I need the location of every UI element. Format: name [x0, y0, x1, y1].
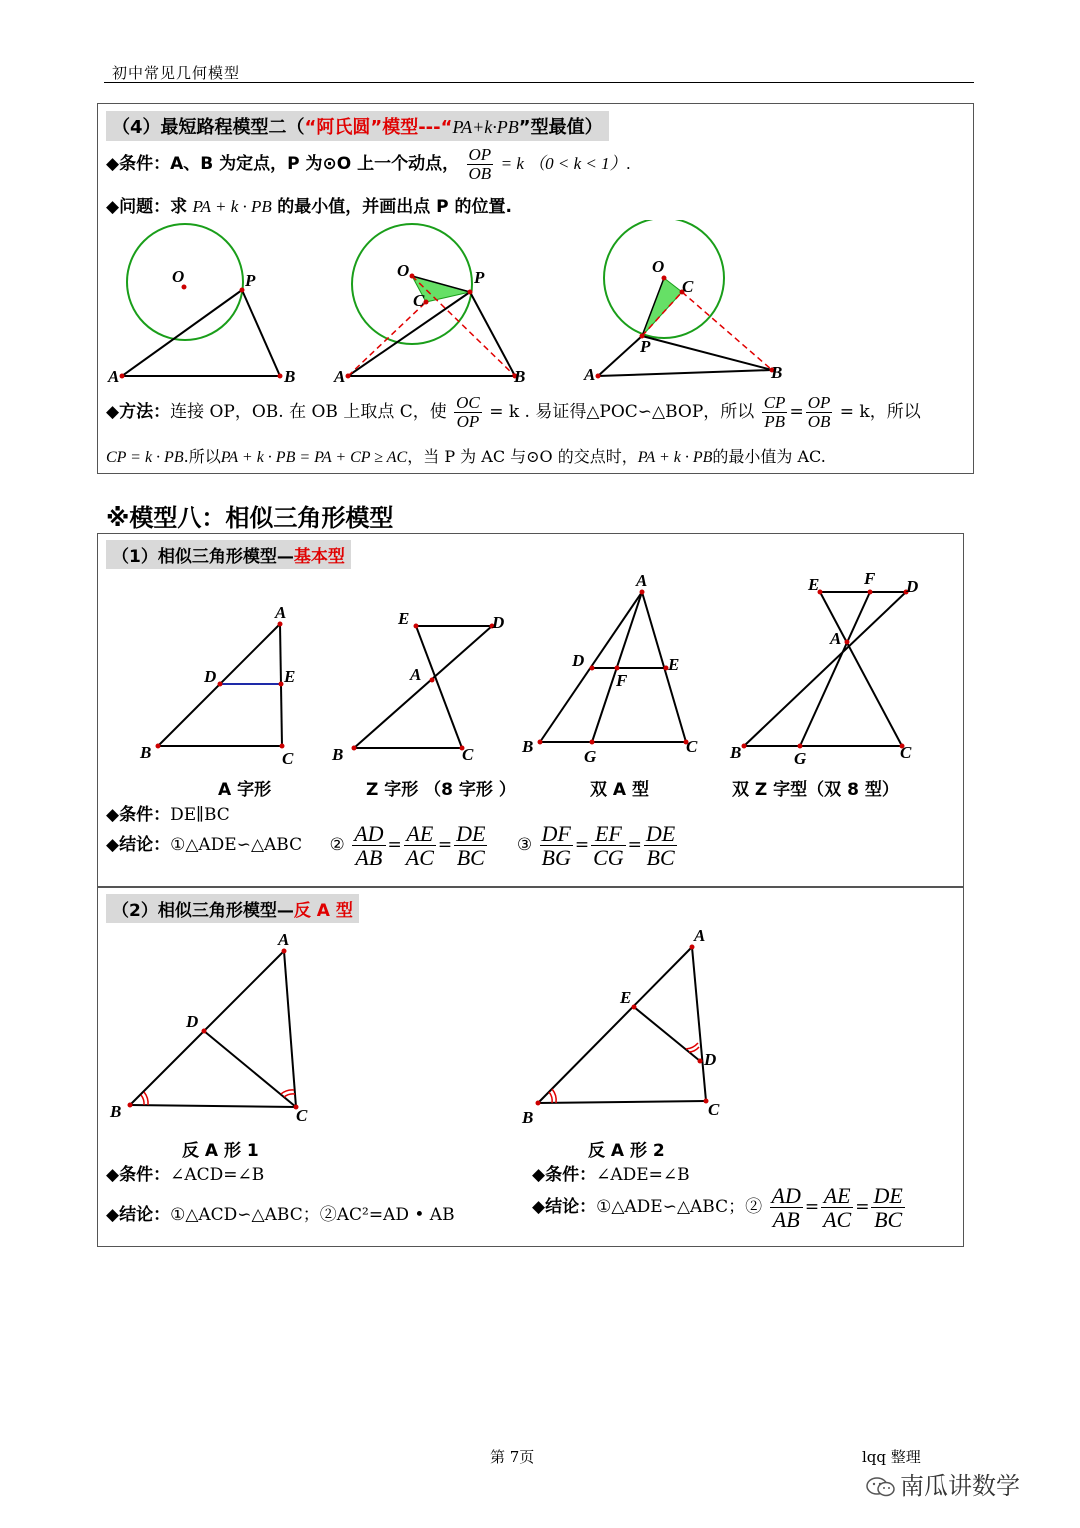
- circle-o-2: [352, 224, 472, 344]
- svg-text:G: G: [794, 749, 807, 768]
- label-b: B: [514, 367, 526, 386]
- caption-double-z: 双 Z 字型（双 8 型）: [732, 780, 899, 800]
- svg-text:E: E: [398, 609, 410, 628]
- reverse-conclusion-1: ◆结论：①△ACD∽△ABC；②AC²=AD • AB: [106, 1205, 455, 1225]
- svg-text:D: D: [204, 667, 217, 686]
- svg-text:D: D: [704, 1050, 717, 1069]
- svg-text:C: C: [900, 743, 912, 762]
- reverse-condition-2: ◆条件：∠ADE=∠B: [532, 1165, 690, 1185]
- svg-text:E: E: [808, 575, 820, 594]
- label-c: C: [682, 277, 694, 296]
- wechat-icon: [866, 1476, 896, 1498]
- svg-text:C: C: [686, 737, 698, 756]
- figure-1-basic: [107, 224, 295, 386]
- figure-reverse-a-1: [109, 930, 308, 1125]
- reverse-condition-1: ◆条件：∠ACD=∠B: [106, 1165, 265, 1185]
- svg-text:D: D: [492, 613, 505, 632]
- page-number: 第 7页: [490, 1448, 535, 1466]
- svg-text:B: B: [522, 1108, 534, 1127]
- svg-text:D: D: [906, 577, 919, 596]
- svg-text:E: E: [668, 655, 680, 674]
- figure-double-z: [729, 570, 918, 768]
- label-p: P: [245, 271, 256, 290]
- svg-text:A: A: [410, 665, 422, 684]
- reverse-conclusion-2: ◆结论：①△ADE∽△ABC；② $\frac{AD}{AB}$ = $\frac{AE}{AC}$ = $\frac{DE}{BC}$: [532, 1183, 903, 1233]
- label-o: O: [172, 267, 185, 286]
- svg-text:C: C: [296, 1106, 308, 1125]
- fraction-cp-pb: $\frac{CP}{PB}$: [763, 393, 786, 431]
- svg-text:B: B: [332, 745, 344, 764]
- label-b: B: [284, 367, 296, 386]
- label-p: P: [640, 337, 651, 356]
- svg-text:A: A: [275, 603, 287, 622]
- label-a: A: [584, 365, 596, 384]
- caption-z-shape: Z 字形 （8 字形 ）: [366, 780, 516, 800]
- fraction-op-ob-2: $\frac{OP}{OB}$: [807, 393, 831, 431]
- figure-a-shape: [139, 603, 295, 768]
- reverse-a-figures: [100, 925, 750, 1135]
- document-header-title: 初中常见几何模型: [112, 64, 241, 82]
- circle-o-1: [127, 224, 243, 340]
- author-note: lqq 整理: [862, 1448, 921, 1466]
- condition-line: ◆条件：A、B 为定点，P 为⊙O 上一个动点， $\frac{OP}{OB}$ = k （0 < k < 1）.: [106, 145, 631, 183]
- svg-text:B: B: [140, 743, 152, 762]
- header-rule: [104, 82, 974, 83]
- svg-text:C: C: [462, 745, 474, 764]
- figure-z-shape: [331, 609, 504, 764]
- svg-text:B: B: [730, 743, 742, 762]
- caption-reverse-a-2: 反 A 形 2: [588, 1141, 665, 1161]
- shortest-path-heading: （4）最短路程模型二（“阿氏圆”模型---“PA+k·PB”型最值）: [106, 111, 609, 141]
- svg-text:C: C: [282, 749, 294, 768]
- caption-reverse-a-1: 反 A 形 1: [182, 1141, 259, 1161]
- svg-text:B: B: [522, 737, 534, 756]
- figure-3-solution: [583, 220, 782, 384]
- fraction-op-ob: $\frac{OP}{OB}$: [468, 145, 492, 183]
- basic-condition: ◆条件：DE∥BC: [106, 805, 230, 825]
- question-line: ◆问题：求 PA + k · PB 的最小值，并画出点 P 的位置.: [106, 197, 512, 217]
- caption-a-shape: A 字形: [218, 780, 272, 800]
- svg-text:D: D: [572, 651, 585, 670]
- method-line-2: CP = k · PB.所以PA + k · PB = PA + CP ≥ AC，当 P 为 AC 与⊙O 的交点时，PA + k · PB的最小值为 AC.: [106, 447, 826, 466]
- svg-text:A: A: [694, 926, 706, 945]
- basic-similar-figures: [130, 570, 930, 770]
- svg-text:G: G: [584, 747, 597, 766]
- apollonius-figures: [100, 220, 800, 390]
- watermark: 南瓜讲数学: [866, 1466, 1020, 1501]
- svg-text:A: A: [278, 930, 290, 949]
- svg-text:E: E: [620, 988, 632, 1007]
- svg-text:F: F: [616, 671, 628, 690]
- svg-text:F: F: [864, 570, 876, 588]
- basic-conclusion: ◆结论：①△ADE∽△ABC ② $\frac{AD}{AB}$ = $\frac{AE}{AC}$ = $\frac{DE}{BC}$ ③ $\frac{DF}{BG}$ = $\frac{EF}{CG}$ = $\frac{DE}{BC}$: [106, 821, 676, 871]
- model8-title: ※模型八：相似三角形模型: [106, 504, 394, 532]
- caption-double-a: 双 A 型: [590, 780, 649, 800]
- svg-text:E: E: [284, 667, 296, 686]
- svg-text:A: A: [636, 571, 648, 590]
- svg-text:D: D: [186, 1012, 199, 1031]
- label-a: A: [108, 367, 120, 386]
- label-o: O: [652, 257, 665, 276]
- svg-text:B: B: [110, 1102, 122, 1121]
- label-a: A: [334, 367, 346, 386]
- fraction-oc-op: $\frac{OC}{OP}$: [456, 393, 480, 431]
- svg-text:C: C: [708, 1100, 720, 1119]
- label-c: C: [413, 291, 425, 310]
- svg-text:A: A: [830, 629, 842, 648]
- figure-reverse-a-2: [521, 926, 720, 1127]
- similar-reverse-heading: （2）相似三角形模型—反 A 型: [106, 894, 359, 923]
- label-b: B: [771, 363, 783, 382]
- method-line-1: ◆方法：连接 OP，OB. 在 OB 上取点 C，使 $\frac{OC}{OP}$ = k . 易证得△POC∽△BOP，所以 $\frac{CP}{PB}$ = $\frac{OP}{OB}$ = k，所以: [106, 393, 921, 431]
- similar-basic-heading: （1）相似三角形模型—基本型: [106, 540, 351, 569]
- figure-double-a: [521, 571, 698, 766]
- label-p: P: [474, 268, 485, 287]
- label-o: O: [397, 261, 410, 280]
- figure-2-construction: [333, 224, 525, 386]
